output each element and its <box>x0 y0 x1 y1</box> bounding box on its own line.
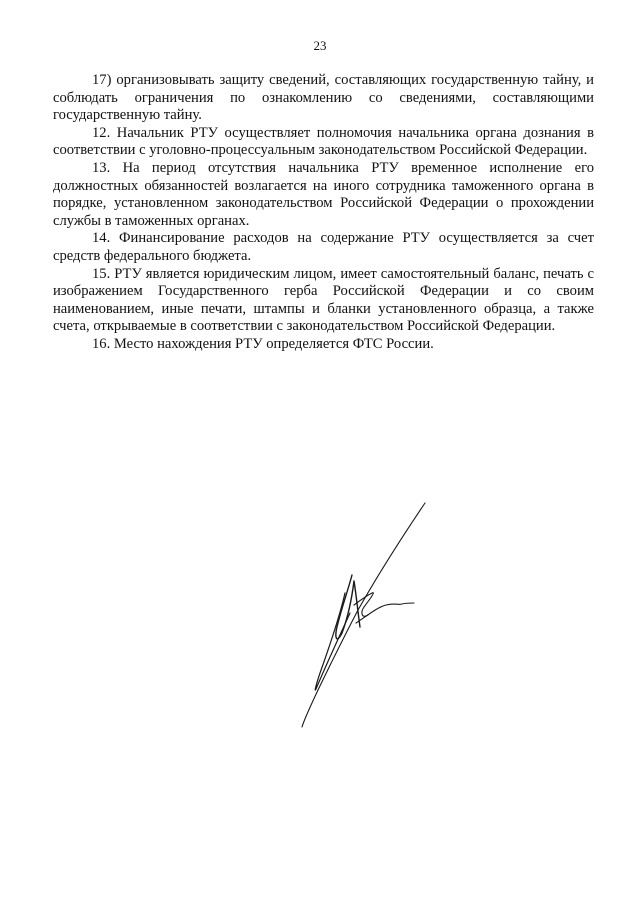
page-number: 23 <box>313 38 327 53</box>
paragraph-14: 14. Финансирование расходов на содержание РТУ осуществляется за счет средств федерального бюджета. <box>53 230 594 264</box>
paragraph-13: 13. На период отсутствия начальника РТУ временное исполнение его должностных обязанностей возлагается на иного сотрудника таможенного органа в порядке, установленном законодательством Российской Федерации о прохождении службы в таможенных органах. <box>53 159 594 229</box>
document-body <box>53 72 594 354</box>
paragraph-item-17: 17) организовывать защиту сведений, составляющих государственную тайну, и соблюдать ограничения по ознакомлению со сведениями, составляющими государственную тайну. <box>53 72 594 124</box>
signature-stroke-hook <box>315 593 350 690</box>
paragraph-16: 16. Место нахождения РТУ определяется ФТС России. <box>92 335 434 352</box>
paragraph-12: 12. Начальник РТУ осуществляет полномочия начальника органа дознания в соответствии с уголовно-процессуальным законодательством Российской Федерации. <box>53 124 594 159</box>
signature-stroke-main <box>302 503 425 727</box>
handwritten-signature <box>290 495 440 735</box>
paragraph-15: 15. РТУ является юридическим лицом, имеет самостоятельный баланс, печать с изображением Государственного герба Российской Федерации и со своим наименованием, иные печати, штампы и бланки установленного образца, а также счета, открываемые в соответствии с законодательством Российской Федерации. <box>53 265 594 335</box>
